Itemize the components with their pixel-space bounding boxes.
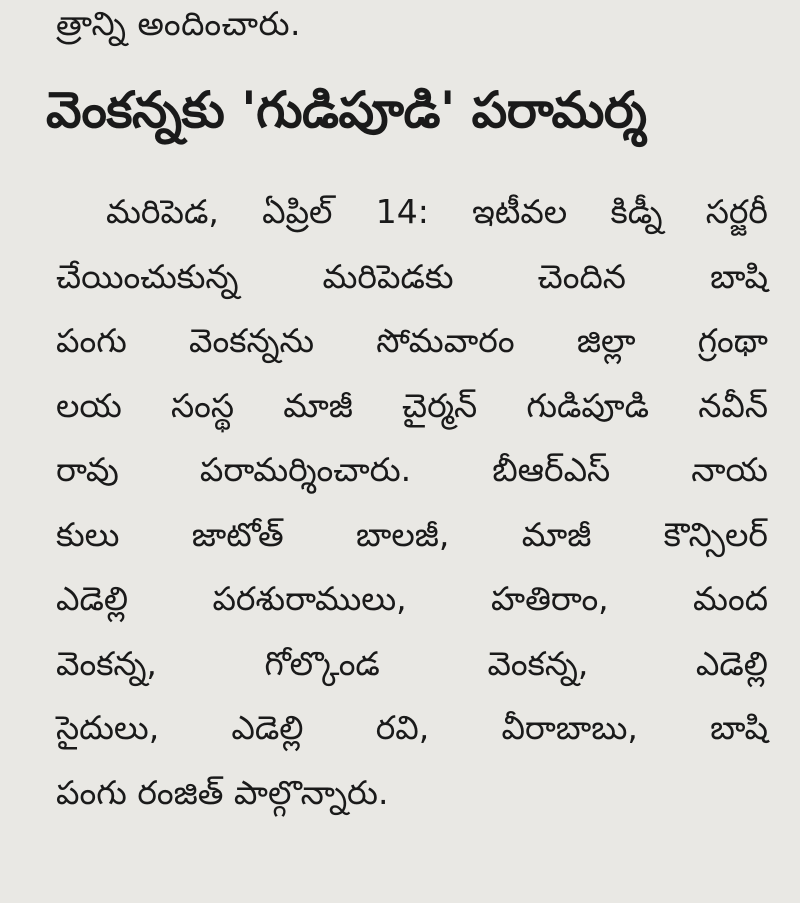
body-line: లయ సంస్థ మాజీ చైర్మన్ గుడిపూడి నవీన్ — [56, 385, 768, 425]
body-line: సైదులు, ఎడెల్లి రవి, వీరాబాబు, బాషి — [56, 708, 768, 747]
body-line: వెంకన్న, గోల్కొండ వెంకన్న, ఎడెల్లి — [56, 643, 768, 683]
article-headline: వెంకన్నకు 'గుడిపూడి' పరామర్శ — [46, 81, 647, 139]
previous-article-tail: త్రాన్ని అందించారు. — [56, 4, 301, 43]
body-line: ఎడెల్లి పరశురాములు, హతిరాం, మంద — [56, 579, 768, 618]
body-line: పంగు వెంకన్నను సోమవారం జిల్లా గ్రంథా — [56, 321, 768, 360]
body-line: చేయించుకున్న మరిపెడకు చెందిన బాషి — [56, 256, 768, 296]
body-line: పంగు రంజిత్ పాల్గొన్నారు. — [56, 772, 389, 812]
body-line: మరిపెడ, ఏప్రిల్ 14: ఇటీవల కిడ్నీ సర్జరీ — [106, 192, 768, 231]
body-line: రావు పరామర్శించారు. బీఆర్ఎస్ నాయ — [56, 450, 768, 489]
body-line: కులు జాటోత్ బాలజీ, మాజీ కౌన్సిలర్ — [56, 514, 768, 554]
article-body — [56, 180, 768, 825]
